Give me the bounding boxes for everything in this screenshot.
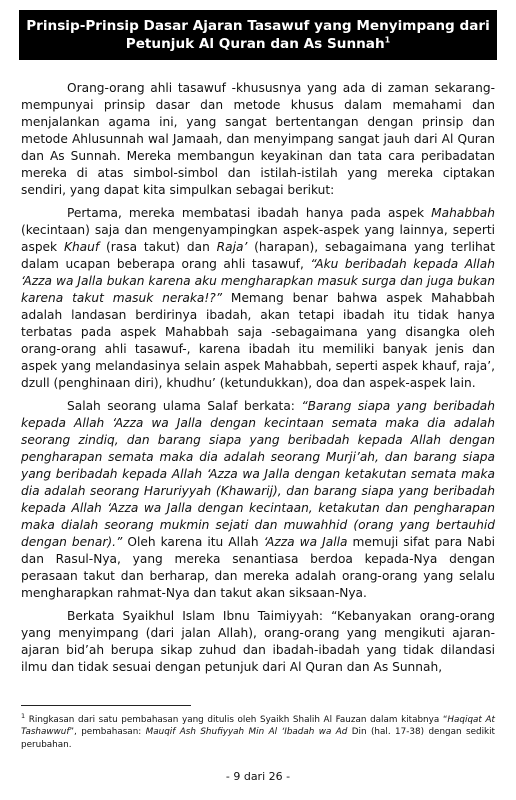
p2-term-khauf: Khauf	[63, 240, 100, 254]
chapter-title-line1: Prinsip-Prinsip Dasar Ajaran Tasawuf yang Menyimpang dari	[26, 18, 490, 34]
p3-term-azza-wa-jalla: ‘Azza wa Jalla	[263, 535, 348, 549]
footnote-number: 1	[21, 712, 26, 720]
p2-term-raja: Raja’	[216, 240, 248, 254]
paragraph-2	[21, 205, 495, 392]
footnote-divider	[21, 705, 191, 706]
chapter-title-line2	[19, 35, 497, 53]
paragraph-4: Berkata Syaikhul Islam Ibnu Taimiyyah: “Kebanyakan orang-orang yang menyimpang (dari jalan Allah), orang-orang yang mengikuti ajaran-ajaran bid’ah berupa sikap zuhud dan ibadah-ibadah yang tidak dilandasi ilmu dan tidak sesuai dengan petunjuk dari Al Quran dan As Sunnah,	[21, 609, 495, 674]
p2-term-mahabbah: Mahabbah	[431, 206, 495, 220]
footnote-section-title: Mauqif Ash Shufiyyah Min Al ‘Ibadah wa Ad	[145, 727, 348, 738]
footnote-text-a: Ringkasan dari satu pembahasan yang ditulis oleh Syaikh Shalih Al Fauzan dalam kitabnya “	[25, 714, 448, 725]
p3-quote: “Barang siapa yang beribadah kepada Allah ‘Azza wa Jalla dengan kecintaan semata maka dia adalah seorang zindiq, dan barang siapa yang beribadah kepada Allah dengan pengharapan semata maka dia adalah seorang Murji’ah, dan barang siapa yang beribadah kepada Allah ‘Azza wa Jalla dengan ketakutan semata maka dia adalah seorang Haruriyyah (Khawarij), dan barang siapa yang beribadah kepada Allah ‘Azza wa Jalla dengan kecintaan, ketakutan dan pengharapan maka dialah seorang mukmin sejati dan muwahhid (orang yang bertauhid dengan benar).”	[21, 399, 495, 549]
page-number: - 9 dari 26 -	[225, 770, 291, 783]
chapter-title-line2-text: Petunjuk Al Quran dan As Sunnah	[125, 36, 385, 52]
footnote-text-c: ”, pembahasan:	[69, 727, 146, 738]
p3-text-c: Oleh karena itu Allah	[122, 535, 264, 549]
paragraph-1: Orang-orang ahli tasawuf -khususnya yang ada di zaman sekarang- mempunyai prinsip dasar dan metode khusus dalam memahami dan menjalankan agama ini, yang sangat bertentangan dengan prinsip dan metode Ahlusunnah wal Jamaah, dan menyimpang sangat jauh dari Al Quran dan As Sunnah. Mereka membangun keyakinan dan tata cara peribadatan mereka di atas simbol-simbol dan istilah-istilah yang mereka ciptakan sendiri, yang dapat kita simpulkan sebagai berikut:	[21, 81, 495, 197]
paragraph-3	[21, 398, 495, 602]
p2-text-i: Memang benar bahwa aspek Mahabbah adalah landasan berdirinya ibadah, akan tetapi ibadah itu tidak hanya terbatas pada aspek Mahabbah saja -sebagaimana yang disangka oleh orang-orang ahli tasawuf-, karena ibadah itu memiliki banyak jenis dan aspek yang melandasinya selain aspek Mahabbah, seperti aspek khauf, raja’, dzull (penghinaan diri), khudhu’ (ketundukkan), doa dan aspek-aspek lain.	[21, 291, 495, 390]
p2-text-e: (rasa takut) dan	[99, 240, 217, 254]
p2-text-a: Pertama, mereka membatasi ibadah hanya pada aspek	[67, 206, 432, 220]
body-text	[21, 80, 495, 682]
p3-text-e: memuji sifat para Nabi dan Rasul-Nya, yang mereka senantiasa berdoa kepada-Nya dengan perasaan takut dan berharap, dan mereka adalah orang-orang yang selalu mengharapkan rahmat-Nya dan takut akan siksaan-Nya.	[21, 535, 496, 600]
footnote	[21, 710, 495, 751]
footnote-ref[interactable]: 1	[384, 35, 391, 45]
p2-quote: “Aku beribadah kepada Allah ‘Azza wa Jalla bukan karena aku mengharapkan masuk surga dan juga bukan karena takut masuk neraka!?”	[21, 257, 496, 305]
p2-text-c: (kecintaan) saja dan mengenyampingkan aspek-aspek yang lainnya, seperti aspek	[21, 223, 495, 254]
footnote-book-title: Haqiqat At Tashawwuf	[21, 714, 495, 738]
footnote-text-e: Din (hal. 17-38) dengan sedikit perubahan.	[21, 727, 495, 750]
p2-text-g: (harapan), sebagaimana yang terlihat dalam ucapan beberapa orang ahli tasawuf,	[21, 240, 495, 271]
p3-text-a: Salah seorang ulama Salaf berkata:	[67, 399, 302, 413]
chapter-title-box	[19, 10, 497, 60]
